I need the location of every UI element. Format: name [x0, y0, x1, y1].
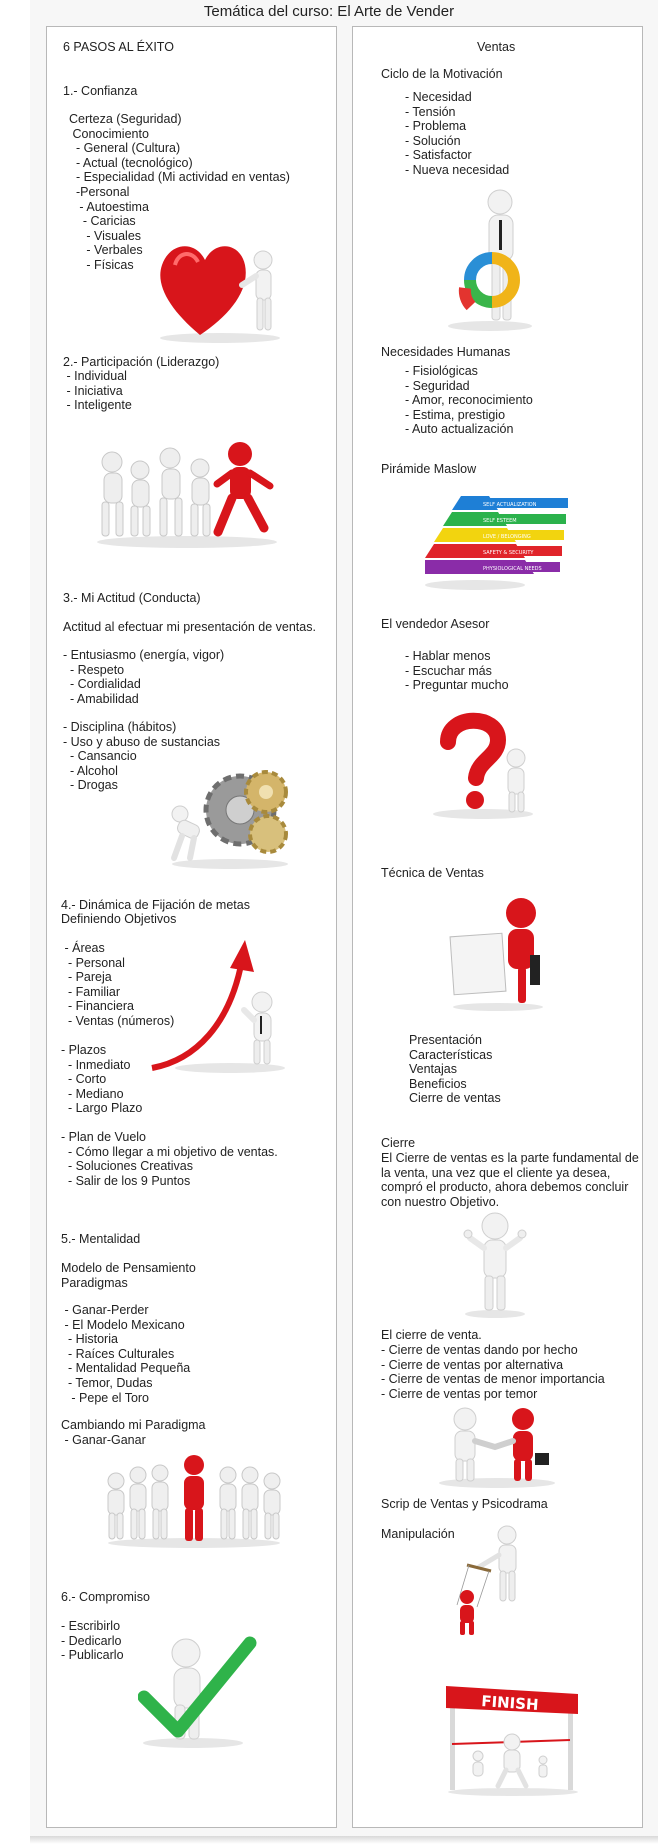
team-leader-illustration	[104, 1455, 284, 1550]
ciclo-title: Ciclo de la Motivación	[381, 67, 503, 81]
list-item: - Ganar-Ganar	[61, 1432, 146, 1447]
list-item: - Dedicarlo	[61, 1633, 122, 1648]
list-item: Ventajas	[409, 1062, 457, 1077]
list-item: - El Modelo Mexicano	[61, 1317, 185, 1332]
asesor-title: El vendedor Asesor	[381, 617, 490, 631]
section-4-subtitle: Definiendo Objetivos	[61, 912, 177, 926]
section-5-sub	[61, 1261, 196, 1290]
list-item: - Físicas	[69, 257, 134, 272]
section-5-list	[61, 1303, 190, 1405]
list-item: - Drogas	[63, 778, 118, 793]
growth-arrow-illustration	[150, 940, 290, 1075]
puppet-master-illustration	[447, 1525, 532, 1640]
list-item: - Satisfactor	[405, 148, 472, 163]
heart-figure-illustration	[150, 230, 290, 345]
list-item: - Iniciativa	[63, 383, 123, 398]
motivation-cycle-illustration	[445, 188, 545, 333]
list-item: - Pareja	[61, 970, 112, 985]
section-3-list-1	[63, 648, 224, 706]
list-item: - Disciplina (hábitos)	[63, 720, 177, 734]
list-item: - Corto	[61, 1072, 107, 1087]
necesidades-list	[405, 364, 533, 437]
maslow-tier-label: LOVE / BELONGING	[483, 534, 531, 540]
list-item: - Mediano	[61, 1086, 124, 1101]
list-item: - Preguntar mucho	[405, 678, 509, 693]
list-item: - Inmediato	[61, 1057, 131, 1072]
section-2-title: 2.- Participación (Liderazgo)	[63, 355, 220, 369]
list-item: - Plazos	[61, 1043, 107, 1057]
section-6-list	[61, 1619, 124, 1663]
list-item: - Raíces Culturales	[61, 1346, 175, 1361]
tecnica-list	[409, 1033, 501, 1106]
list-item: - Escribirlo	[61, 1619, 121, 1633]
list-item: Cambiando mi Paradigma	[61, 1418, 206, 1432]
list-item: Paradigmas	[61, 1275, 128, 1290]
cierre-venta-list	[381, 1343, 605, 1401]
list-item: - Nueva necesidad	[405, 162, 510, 177]
section-3-title: 3.- Mi Actitud (Conducta)	[63, 591, 201, 605]
list-item: - General (Cultura)	[69, 141, 181, 156]
section-4-plan	[61, 1130, 278, 1188]
list-item: - Temor, Dudas	[61, 1375, 153, 1390]
list-item: - Alcohol	[63, 763, 118, 778]
list-item: - Cómo llegar a mi objetivo de ventas.	[61, 1144, 278, 1159]
list-item: Beneficios	[409, 1076, 467, 1091]
list-item: - Escuchar más	[405, 663, 492, 678]
list-item: Conocimiento	[69, 126, 149, 141]
list-item: - Solución	[405, 133, 461, 148]
list-item: - Salir de los 9 Puntos	[61, 1173, 191, 1188]
list-item: - Personal	[61, 955, 125, 970]
maslow-title: Pirámide Maslow	[381, 462, 477, 476]
section-1-title: 1.- Confianza	[63, 84, 138, 98]
list-item: - Uso y abuso de sustancias	[63, 734, 221, 749]
right-heading: Ventas	[477, 40, 516, 54]
list-item: -Personal	[69, 184, 130, 199]
presenter-board-illustration	[448, 895, 548, 1015]
thumbs-up-illustration	[460, 1210, 530, 1320]
list-item: - Ganar-Perder	[61, 1303, 149, 1317]
list-item: - Problema	[405, 119, 467, 134]
list-item: - Ventas (números)	[61, 1013, 175, 1028]
list-item: - Tensión	[405, 104, 456, 119]
list-item: Modelo de Pensamiento	[61, 1261, 196, 1275]
list-item: - Hablar menos	[405, 649, 491, 663]
list-item: - Respeto	[63, 662, 125, 677]
finish-line-illustration	[438, 1672, 588, 1797]
maslow-tier-label: SELF ESTEEM	[483, 518, 517, 524]
list-item: - Fisiológicas	[405, 364, 478, 378]
list-item: - Autoestima	[69, 199, 149, 214]
ciclo-list	[405, 90, 509, 178]
list-item: Características	[409, 1047, 493, 1062]
cierre-title: Cierre	[381, 1136, 416, 1150]
list-item: - Pepe el Toro	[61, 1390, 150, 1405]
section-3-intro: Actitud al efectuar mi presentación de ventas.	[63, 620, 316, 634]
list-item: - Necesidad	[405, 90, 472, 104]
list-item: - Historia	[61, 1332, 118, 1347]
list-item: - Cansancio	[63, 749, 137, 764]
list-item: - Especialidad (Mi actividad en ventas)	[69, 170, 290, 185]
section-4-title: 4.- Dinámica de Fijación de metas	[61, 898, 250, 912]
page-shadow	[30, 1836, 658, 1844]
list-item: - Soluciones Creativas	[61, 1159, 194, 1174]
section-2-list	[63, 369, 132, 413]
list-item: Certeza (Seguridad)	[69, 112, 182, 126]
list-item: - Financiera	[61, 999, 134, 1014]
list-item: Cierre de ventas	[409, 1091, 501, 1106]
list-item: - Largo Plazo	[61, 1101, 143, 1116]
list-item: - Cierre de ventas dando por hecho	[381, 1343, 578, 1357]
list-item: - Cierre de ventas de menor importancia	[381, 1372, 605, 1387]
list-item: - Estima, prestigio	[405, 407, 506, 422]
list-item: - Amor, reconocimiento	[405, 393, 533, 408]
list-item: - Familiar	[61, 984, 121, 999]
list-item: - Actual (tecnológico)	[69, 155, 193, 170]
list-item: Presentación	[409, 1033, 482, 1047]
list-item: - Plan de Vuelo	[61, 1130, 147, 1144]
list-item: - Cordialidad	[63, 677, 141, 692]
list-item: - Amabilidad	[63, 691, 139, 706]
list-item: - Cierre de ventas por temor	[381, 1386, 538, 1401]
finish-banner-text: FINISH	[480, 1692, 540, 1714]
list-item: - Publicarlo	[61, 1648, 124, 1663]
section-5-change	[61, 1418, 206, 1447]
list-item: - Mentalidad Pequeña	[61, 1361, 191, 1376]
runners-leader-illustration	[92, 440, 287, 550]
cierre-venta-title: El cierre de venta.	[381, 1328, 482, 1342]
necesidades-title: Necesidades Humanas	[381, 345, 511, 359]
list-item: - Áreas	[61, 941, 105, 955]
cierre-text: El Cierre de ventas es la parte fundamental de la venta, una vez que el cliente ya desea, compró el producto, ahora debemos concluir con nuestro Objetivo.	[381, 1151, 639, 1209]
list-item: - Individual	[63, 369, 127, 383]
list-item: - Verbales	[69, 243, 143, 258]
list-item: - Visuales	[69, 228, 142, 243]
gears-pushing-illustration	[168, 760, 293, 870]
left-heading: 6 PASOS AL ÉXITO	[63, 40, 174, 54]
list-item: - Entusiasmo (energía, vigor)	[63, 648, 225, 662]
asesor-list	[405, 649, 509, 693]
section-6-title: 6.- Compromiso	[61, 1590, 150, 1604]
handshake-illustration	[435, 1405, 560, 1490]
list-item: - Cierre de ventas por alternativa	[381, 1357, 564, 1372]
section-4-plazos	[61, 1043, 142, 1116]
maslow-tier-label: SELF ACTUALIZATION	[483, 502, 537, 508]
section-5-title: 5.- Mentalidad	[61, 1232, 141, 1246]
checkmark-illustration	[138, 1635, 258, 1750]
list-item: - Seguridad	[405, 378, 470, 393]
maslow-tier-label: PHYSIOLOGICAL NEEDS	[483, 566, 542, 572]
list-item: - Caricias	[69, 214, 136, 229]
maslow-tier-label: SAFETY & SECURITY	[483, 550, 534, 556]
question-mark-illustration	[428, 712, 538, 822]
list-item: - Auto actualización	[405, 422, 514, 437]
scrip-title: Scrip de Ventas y Psicodrama	[381, 1497, 548, 1511]
maslow-pyramid-illustration	[425, 490, 570, 590]
page-title: Temática del curso: El Arte de Vender	[203, 3, 455, 20]
list-item: - Inteligente	[63, 398, 132, 413]
tecnica-title: Técnica de Ventas	[381, 866, 484, 880]
manipulacion-title: Manipulación	[381, 1527, 455, 1541]
